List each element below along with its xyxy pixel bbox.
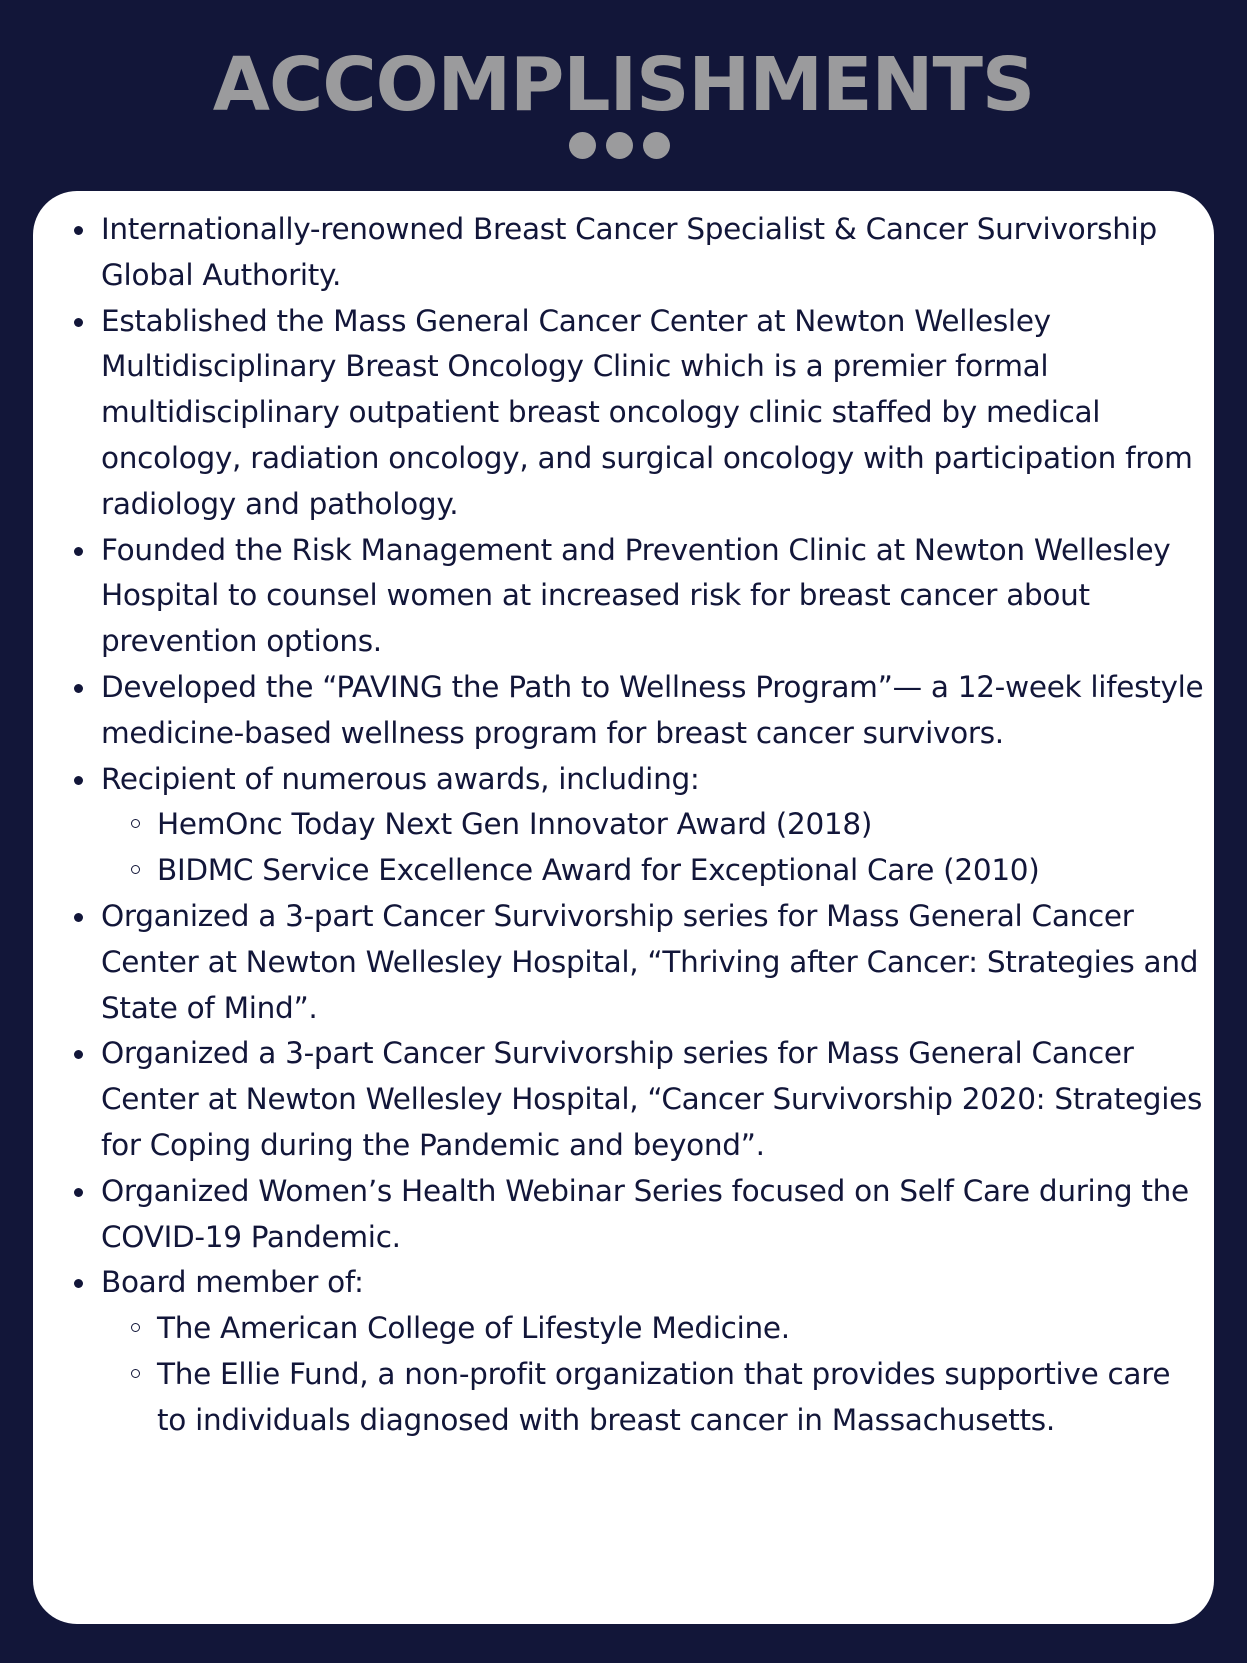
accomplishments-card [33,191,1214,1624]
dot-1 [569,132,596,159]
list-item-text: Organized a 3-part Cancer Survivorship series for Mass General Cancer Center at Newton Wellesley Hospital, “Cancer Survivorship 2020: Strategies for Coping during the Pandemic and beyond”. [101,1036,1203,1162]
awards-sublist [101,802,1206,894]
list-item-text: Founded the Risk Management and Prevention Clinic at Newton Wellesley Hospital to counsel women at increased risk for breast cancer about prevention options. [101,532,1171,659]
list-item [101,299,1206,528]
page-title: ACCOMPLISHMENTS [212,42,1035,128]
dot-3 [643,132,670,159]
list-item-text: Organized Women’s Health Webinar Series focused on Self Care during the COVID-19 Pandemic. [101,1173,1189,1254]
list-item-text: Established the Mass General Cancer Center at Newton Wellesley Multidisciplinary Breast Oncology Clinic which is a premier formal multidisciplinary outpatient breast oncology clinic staffed by medical oncology, radiation oncology, and surgical oncology with participation from radiology and pathology. [101,303,1193,521]
list-item-text: Board member of: [101,1265,364,1300]
list-item-text: Internationally-renowned Breast Cancer Specialist & Cancer Survivorship Global Authority. [101,212,1157,292]
list-item [101,1031,1206,1168]
sub-list-item: HemOnc Today Next Gen Innovator Award (2018) [157,802,1206,848]
list-item [101,1169,1206,1261]
list-item [101,665,1206,757]
sub-list-item: The American College of Lifestyle Medicine. [157,1306,1206,1352]
list-item-text: Organized a 3-part Cancer Survivorship series for Mass General Cancer Center at Newton Wellesley Hospital, “Thriving after Cancer: Strategies and State of Mind”. [101,898,1199,1025]
list-item-text: Developed the “PAVING the Path to Wellness Program”— a 12-week lifestyle medicine-based wellness program for breast cancer survivors. [101,669,1204,750]
accomplishments-list [33,207,1206,1444]
dot-2 [606,132,633,159]
list-item [101,528,1206,665]
list-item [101,1260,1206,1443]
list-item-text: Recipient of numerous awards, including: [101,761,700,796]
sub-list-item: The Ellie Fund, a non-profit organization that provides supportive care to individuals diagnosed with breast cancer in Massachusetts. [157,1352,1206,1444]
list-item [101,894,1206,1031]
board-sublist [101,1306,1206,1443]
list-item [101,757,1206,894]
list-item [101,207,1206,299]
decorative-dots [569,132,670,159]
sub-list-item: BIDMC Service Excellence Award for Exceptional Care (2010) [157,848,1206,894]
